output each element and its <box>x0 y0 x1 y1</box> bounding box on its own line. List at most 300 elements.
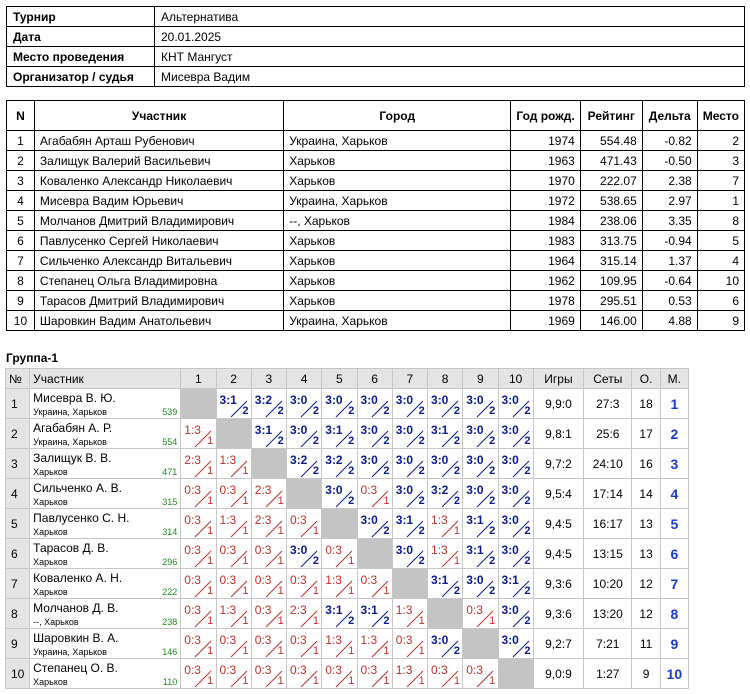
score-points: 2 <box>348 405 355 417</box>
grid-player <box>30 539 181 569</box>
match-score <box>217 599 252 629</box>
self-match-cell <box>322 509 357 539</box>
score-value: 0:3 <box>184 513 201 527</box>
participant-cell: 554.48 <box>580 131 642 151</box>
score-value: 2:3 <box>254 513 272 527</box>
participant-row <box>7 191 745 211</box>
grid-sets: 25:6 <box>584 419 632 449</box>
score-value: 3:0 <box>395 393 414 407</box>
match-score <box>181 599 216 629</box>
participant-cell: 1962 <box>511 271 581 291</box>
grid-place: 5 <box>660 509 688 539</box>
match-score <box>287 389 322 419</box>
match-score <box>322 539 357 569</box>
score-points: 2 <box>489 495 496 507</box>
match-score-cell <box>392 449 427 479</box>
match-score <box>463 389 498 419</box>
grid-row <box>6 509 689 539</box>
score-points: 2 <box>312 435 320 447</box>
score-value: 1:3 <box>360 633 378 647</box>
score-value: 2:3 <box>254 483 272 497</box>
match-score-cell <box>463 449 498 479</box>
grid-points: 16 <box>632 449 660 479</box>
grid-row <box>6 479 689 509</box>
grid-player <box>30 659 181 689</box>
score-value: 3:2 <box>290 453 308 467</box>
score-value: 0:3 <box>254 573 272 587</box>
participant-cell: 7 <box>697 171 744 191</box>
participant-cell: 1972 <box>511 191 581 211</box>
grid-header-name: Участник <box>30 369 181 389</box>
grid-place: 7 <box>660 569 688 599</box>
score-points: 1 <box>207 495 214 507</box>
match-score <box>252 389 287 419</box>
score-value: 3:1 <box>466 543 484 557</box>
grid-row <box>6 419 689 449</box>
grid-header-place: М. <box>660 369 688 389</box>
match-score <box>499 419 534 449</box>
match-score <box>287 629 322 659</box>
grid-row <box>6 599 689 629</box>
match-score-cell <box>181 509 216 539</box>
participant-cell: 7 <box>7 251 35 271</box>
participant-cell: 6 <box>697 291 744 311</box>
match-score <box>181 509 216 539</box>
match-score-cell <box>322 419 357 449</box>
match-score-cell <box>463 509 498 539</box>
match-score-cell <box>216 599 251 629</box>
match-score <box>499 599 534 629</box>
info-row <box>7 7 745 27</box>
match-score-cell <box>322 389 357 419</box>
participant-cell: 1984 <box>511 211 581 231</box>
player-rating: 296 <box>162 557 178 567</box>
info-label: Турнир <box>7 7 155 27</box>
match-score-cell <box>463 659 498 689</box>
match-score <box>287 569 322 599</box>
match-score-cell <box>392 419 427 449</box>
grid-player <box>30 479 181 509</box>
score-value: 0:3 <box>184 543 201 557</box>
participant-cell: 295.51 <box>580 291 642 311</box>
match-score <box>428 629 463 659</box>
match-score <box>287 659 322 689</box>
grid-row <box>6 659 689 689</box>
grid-games: 9,2:7 <box>533 629 583 659</box>
grid-games: 9,7:2 <box>533 449 583 479</box>
score-value: 0:3 <box>325 543 342 557</box>
score-points: 2 <box>489 465 496 477</box>
match-score <box>287 449 322 479</box>
match-score-cell <box>322 479 357 509</box>
grid-header-sets: Сеты <box>584 369 632 389</box>
score-points: 1 <box>312 585 320 597</box>
participant-cell: 1 <box>697 191 744 211</box>
grid-row <box>6 569 689 599</box>
score-value: 3:0 <box>501 393 519 407</box>
match-score <box>322 569 357 599</box>
match-score-cell <box>498 389 533 419</box>
player-city: Харьков <box>33 467 68 477</box>
score-value: 0:3 <box>219 633 237 647</box>
score-points: 2 <box>524 615 531 627</box>
player-city: Харьков <box>33 557 68 567</box>
match-score-cell <box>498 629 533 659</box>
match-score <box>393 419 428 449</box>
match-score-cell <box>498 419 533 449</box>
match-score-cell <box>181 539 216 569</box>
match-score <box>181 419 216 449</box>
match-score <box>463 449 498 479</box>
score-value: 1:3 <box>325 573 342 587</box>
score-value: 1:3 <box>219 453 237 467</box>
self-match-cell <box>498 659 533 689</box>
self-match-cell <box>392 569 427 599</box>
participant-cell: Шаровкин Вадим Анатольевич <box>34 311 283 331</box>
match-score <box>428 449 463 479</box>
info-value: КНТ Мангуст <box>155 47 745 67</box>
score-points: 1 <box>489 615 496 627</box>
score-points: 2 <box>418 555 425 567</box>
score-points: 1 <box>383 495 390 507</box>
score-points: 2 <box>489 585 496 597</box>
match-score <box>287 509 322 539</box>
match-score <box>393 659 428 689</box>
score-value: 0:3 <box>219 663 237 677</box>
grid-points: 14 <box>632 479 660 509</box>
match-score <box>287 419 322 449</box>
participant-cell: Степанец Ольга Владимировна <box>34 271 283 291</box>
grid-row <box>6 539 689 569</box>
player-name: Сильченко А. В. <box>33 481 122 495</box>
match-score-cell <box>216 539 251 569</box>
participant-cell: Харьков <box>284 171 511 191</box>
score-points: 1 <box>277 645 284 657</box>
match-score <box>393 629 428 659</box>
score-value: 1:3 <box>184 423 201 437</box>
participant-cell: Харьков <box>284 231 511 251</box>
participant-row <box>7 231 745 251</box>
player-city: Харьков <box>33 587 68 597</box>
match-score <box>428 539 463 569</box>
match-score <box>322 659 357 689</box>
score-value: 3:1 <box>431 573 449 587</box>
participant-cell: 3 <box>697 151 744 171</box>
match-score-cell <box>498 569 533 599</box>
score-value: 3:0 <box>501 483 519 497</box>
match-score-cell <box>357 419 392 449</box>
grid-row-num: 3 <box>6 449 30 479</box>
match-score-cell <box>287 449 322 479</box>
grid-games: 9,4:5 <box>533 539 583 569</box>
match-score-cell <box>287 389 322 419</box>
match-score-cell <box>322 629 357 659</box>
score-value: 1:3 <box>325 633 342 647</box>
grid-row-num: 1 <box>6 389 30 419</box>
player-name: Залищук В. В. <box>33 451 112 465</box>
score-points: 2 <box>489 405 496 417</box>
participant-cell: 1.37 <box>642 251 697 271</box>
score-points: 2 <box>418 405 425 417</box>
match-score <box>499 449 534 479</box>
score-points: 1 <box>312 645 320 657</box>
player-city: Харьков <box>33 527 68 537</box>
match-score <box>393 509 428 539</box>
score-points: 1 <box>207 435 214 447</box>
score-points: 2 <box>418 525 425 537</box>
self-match-cell <box>181 389 216 419</box>
match-score-cell <box>322 569 357 599</box>
score-points: 2 <box>418 465 425 477</box>
match-score <box>252 419 287 449</box>
score-value: 0:3 <box>466 663 483 677</box>
score-points: 1 <box>348 675 355 687</box>
player-city: Украина, Харьков <box>33 407 107 417</box>
match-score-cell <box>216 629 251 659</box>
match-score <box>181 629 216 659</box>
score-value: 3:0 <box>501 423 519 437</box>
participant-row <box>7 151 745 171</box>
participant-cell: 4.88 <box>642 311 697 331</box>
player-name: Степанец О. В. <box>33 661 118 675</box>
participant-cell: 471.43 <box>580 151 642 171</box>
grid-place: 8 <box>660 599 688 629</box>
match-score <box>181 479 216 509</box>
player-rating: 222 <box>162 587 178 597</box>
score-value: 3:1 <box>325 603 343 617</box>
score-value: 3:1 <box>254 423 273 437</box>
participants-table <box>6 100 745 331</box>
match-score <box>358 629 393 659</box>
score-value: 3:0 <box>501 603 519 617</box>
participant-cell: 4 <box>7 191 35 211</box>
match-score-cell <box>463 479 498 509</box>
match-score-cell <box>181 569 216 599</box>
match-score-cell <box>251 659 286 689</box>
score-points: 1 <box>207 615 214 627</box>
participants-header: Город <box>284 101 511 131</box>
participant-cell: Тарасов Дмитрий Владимирович <box>34 291 283 311</box>
participant-cell: 238.06 <box>580 211 642 231</box>
score-value: 3:1 <box>431 423 449 437</box>
participant-row <box>7 291 745 311</box>
player-name: Тарасов Д. В. <box>33 541 109 555</box>
match-score <box>393 479 428 509</box>
grid-points: 12 <box>632 569 660 599</box>
match-score <box>428 659 463 689</box>
match-score-cell <box>428 569 463 599</box>
score-value: 0:3 <box>254 603 272 617</box>
grid-row-num: 6 <box>6 539 30 569</box>
participants-header: Рейтинг <box>580 101 642 131</box>
match-score-cell <box>357 599 392 629</box>
match-score <box>287 599 322 629</box>
player-rating: 539 <box>162 407 178 417</box>
score-points: 2 <box>524 465 531 477</box>
match-score-cell <box>357 479 392 509</box>
match-score <box>322 449 357 479</box>
grid-place: 4 <box>660 479 688 509</box>
score-value: 3:0 <box>395 543 414 557</box>
score-points: 1 <box>242 645 249 657</box>
score-value: 3:1 <box>360 603 378 617</box>
participant-cell: 313.75 <box>580 231 642 251</box>
grid-player <box>30 389 181 419</box>
participant-cell: 1970 <box>511 171 581 191</box>
participant-cell: 8 <box>7 271 35 291</box>
score-value: 3:2 <box>431 483 449 497</box>
participant-cell: Коваленко Александр Николаевич <box>34 171 283 191</box>
match-score-cell <box>392 539 427 569</box>
grid-header-col: 2 <box>216 369 251 389</box>
participant-cell: 10 <box>697 271 744 291</box>
participant-row <box>7 251 745 271</box>
score-value: 3:0 <box>431 393 449 407</box>
grid-row-num: 4 <box>6 479 30 509</box>
participants-header: Участник <box>34 101 283 131</box>
score-points: 1 <box>418 675 425 687</box>
player-name: Коваленко А. Н. <box>33 571 123 585</box>
score-points: 1 <box>207 525 214 537</box>
grid-sets: 13:15 <box>584 539 632 569</box>
score-value: 0:3 <box>219 483 237 497</box>
score-points: 2 <box>524 645 531 657</box>
score-points: 2 <box>383 465 390 477</box>
score-points: 2 <box>524 585 531 597</box>
match-score-cell <box>287 569 322 599</box>
match-score-cell <box>392 629 427 659</box>
participant-cell: -0.94 <box>642 231 697 251</box>
grid-place: 6 <box>660 539 688 569</box>
match-score-cell <box>428 539 463 569</box>
participant-cell: 10 <box>7 311 35 331</box>
participants-header: Год рожд. <box>511 101 581 131</box>
score-points: 1 <box>207 465 214 477</box>
score-points: 2 <box>312 555 320 567</box>
participant-cell: Украина, Харьков <box>284 131 511 151</box>
match-score-cell <box>181 629 216 659</box>
score-value: 0:3 <box>254 633 272 647</box>
self-match-cell <box>463 629 498 659</box>
info-value: Альтернатива <box>155 7 745 27</box>
score-value: 3:0 <box>501 453 519 467</box>
participant-cell: Харьков <box>284 151 511 171</box>
participants-header: Место <box>697 101 744 131</box>
participant-cell: 1974 <box>511 131 581 151</box>
match-score <box>463 659 498 689</box>
grid-points: 17 <box>632 419 660 449</box>
match-score-cell <box>392 389 427 419</box>
match-score-cell <box>216 449 251 479</box>
score-points: 1 <box>453 675 461 687</box>
participant-cell: 2 <box>697 131 744 151</box>
grid-row-num: 9 <box>6 629 30 659</box>
score-points: 2 <box>348 435 355 447</box>
grid-sets: 16:17 <box>584 509 632 539</box>
match-score <box>322 479 357 509</box>
score-points: 1 <box>348 555 355 567</box>
score-value: 0:3 <box>360 663 378 677</box>
grid-points: 13 <box>632 509 660 539</box>
match-score-cell <box>357 569 392 599</box>
score-points: 1 <box>242 615 249 627</box>
grid-sets: 7:21 <box>584 629 632 659</box>
match-score <box>322 419 357 449</box>
score-points: 1 <box>242 555 249 567</box>
match-score-cell <box>428 389 463 419</box>
score-points: 2 <box>418 495 425 507</box>
score-points: 1 <box>277 585 284 597</box>
match-score-cell <box>498 539 533 569</box>
score-points: 1 <box>242 525 249 537</box>
score-points: 1 <box>453 555 461 567</box>
participant-cell: 315.14 <box>580 251 642 271</box>
match-score-cell <box>181 479 216 509</box>
participant-cell: 5 <box>7 211 35 231</box>
match-score-cell <box>216 659 251 689</box>
participant-cell: 8 <box>697 211 744 231</box>
match-score-cell <box>216 569 251 599</box>
match-score-cell <box>251 389 286 419</box>
match-score-cell <box>463 389 498 419</box>
match-score <box>358 569 393 599</box>
grid-place: 9 <box>660 629 688 659</box>
score-points: 2 <box>489 525 496 537</box>
score-value: 3:0 <box>466 453 484 467</box>
score-points: 1 <box>312 525 320 537</box>
grid-points: 12 <box>632 599 660 629</box>
score-points: 2 <box>418 435 425 447</box>
match-score-cell <box>287 659 322 689</box>
group-title: Группа-1 <box>6 351 59 365</box>
score-value: 0:3 <box>395 633 413 647</box>
grid-row-num: 2 <box>6 419 30 449</box>
score-points: 2 <box>453 645 461 657</box>
match-score <box>287 539 322 569</box>
score-value: 3:0 <box>395 483 414 497</box>
score-value: 0:3 <box>290 573 307 587</box>
score-value: 3:0 <box>360 453 378 467</box>
group-crosstable <box>5 368 689 689</box>
score-points: 1 <box>418 645 425 657</box>
match-score <box>252 509 287 539</box>
grid-header-games: Игры <box>533 369 583 389</box>
participant-cell: Сильченко Александр Витальевич <box>34 251 283 271</box>
score-value: 0:3 <box>254 663 272 677</box>
match-score <box>252 539 287 569</box>
match-score <box>252 599 287 629</box>
score-value: 1:3 <box>431 543 448 557</box>
match-score <box>393 389 428 419</box>
match-score <box>217 659 252 689</box>
participant-row <box>7 171 745 191</box>
grid-header-col: 6 <box>357 369 392 389</box>
score-points: 1 <box>242 675 249 687</box>
match-score-cell <box>322 599 357 629</box>
participant-cell: 0.53 <box>642 291 697 311</box>
score-value: 3:1 <box>325 423 343 437</box>
grid-header-col: 4 <box>287 369 322 389</box>
player-city: Харьков <box>33 677 68 687</box>
participant-cell: Молчанов Дмитрий Владимирович <box>34 211 283 231</box>
grid-points: 11 <box>632 629 660 659</box>
match-score <box>499 629 534 659</box>
grid-points: 18 <box>632 389 660 419</box>
score-value: 3:0 <box>466 483 484 497</box>
grid-header-col: 8 <box>428 369 463 389</box>
score-points: 1 <box>277 675 284 687</box>
player-name: Агабабян А. Р. <box>33 421 113 435</box>
